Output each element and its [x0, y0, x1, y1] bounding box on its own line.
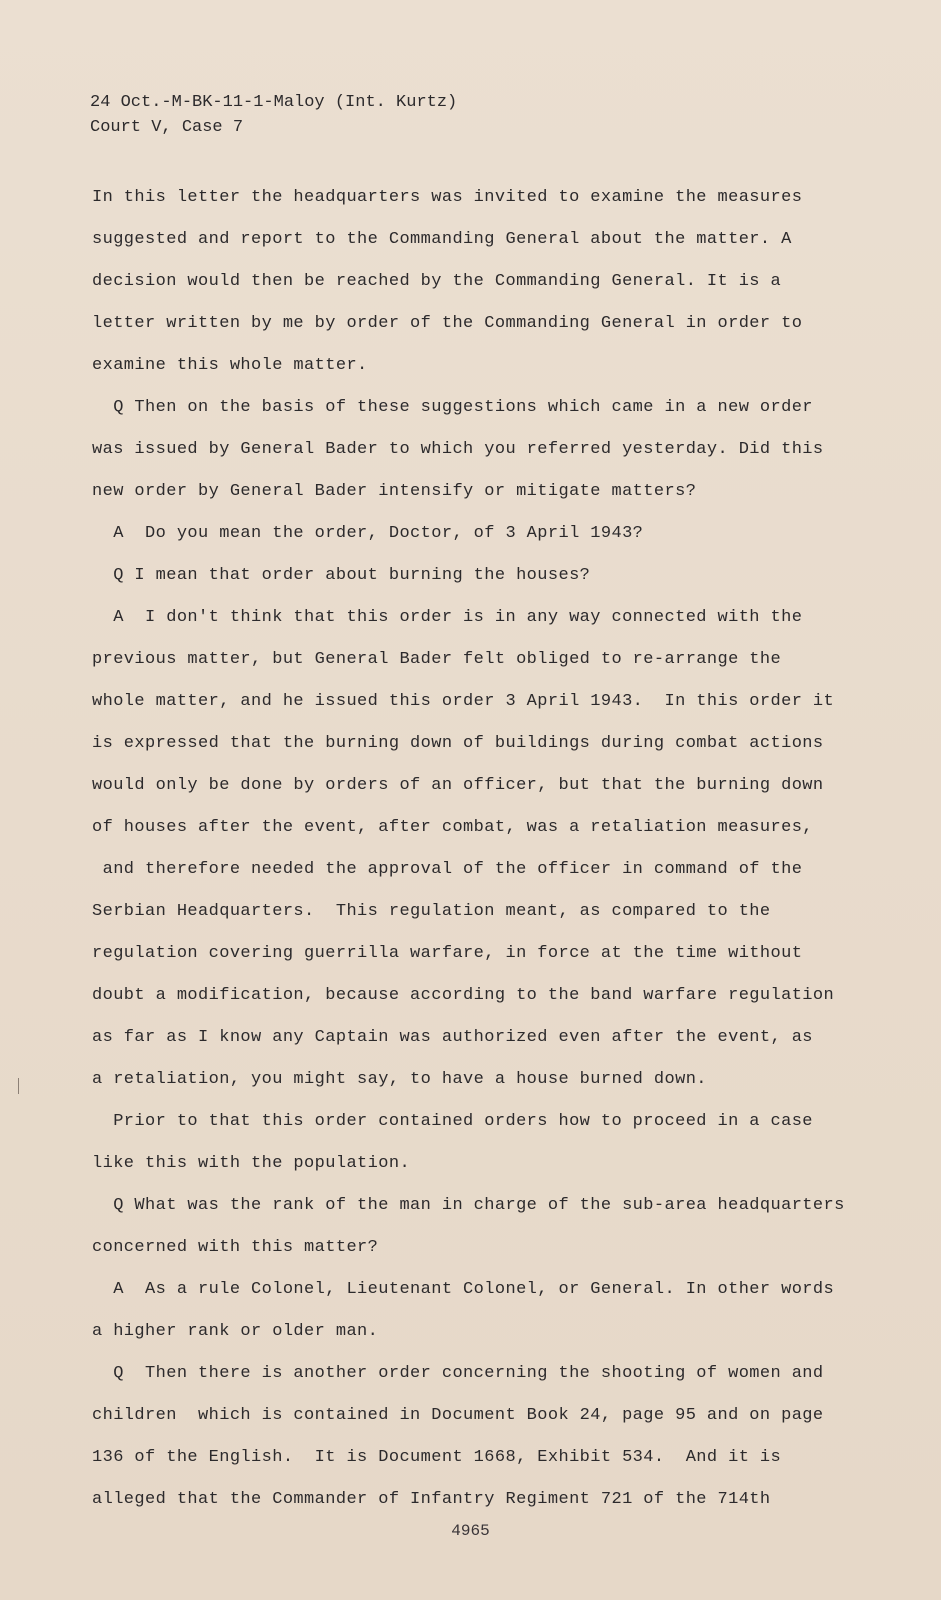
paper-edge-mark	[18, 1078, 19, 1094]
transcript-line: a retaliation, you might say, to have a house burned down.	[92, 1070, 707, 1089]
transcript-line: 136 of the English. It is Document 1668, Exhibit 534. And it is	[92, 1448, 782, 1467]
transcript-line: Q What was the rank of the man in charge of the sub-area headquarters	[92, 1196, 845, 1215]
transcript-line: alleged that the Commander of Infantry Regiment 721 of the 714th	[92, 1490, 771, 1509]
transcript-line: letter written by me by order of the Commanding General in order to	[92, 314, 803, 333]
transcript-line: like this with the population.	[92, 1154, 411, 1173]
transcript-line: new order by General Bader intensify or mitigate matters?	[92, 482, 697, 501]
transcript-line: regulation covering guerrilla warfare, in force at the time without	[92, 944, 803, 963]
transcript-line: whole matter, and he issued this order 3 April 1943. In this order it	[92, 692, 835, 711]
transcript-line: suggested and report to the Commanding General about the matter. A	[92, 230, 792, 249]
header-case-reference: 24 Oct.-M-BK-11-1-Maloy (Int. Kurtz)	[90, 93, 458, 112]
transcript-line: and therefore needed the approval of the officer in command of the	[92, 860, 803, 879]
transcript-line: Prior to that this order contained orders how to proceed in a case	[92, 1112, 813, 1131]
transcript-line: A As a rule Colonel, Lieutenant Colonel, or General. In other words	[92, 1280, 835, 1299]
transcript-line: of houses after the event, after combat, was a retaliation measures,	[92, 818, 813, 837]
transcript-line: In this letter the headquarters was invited to examine the measures	[92, 188, 803, 207]
transcript-line: a higher rank or older man.	[92, 1322, 379, 1341]
transcript-line: is expressed that the burning down of buildings during combat actions	[92, 734, 824, 753]
transcript-line: Q Then on the basis of these suggestions which came in a new order	[92, 398, 813, 417]
document-header	[90, 90, 457, 140]
transcript-line: children which is contained in Document Book 24, page 95 and on page	[92, 1406, 824, 1425]
transcript-line: doubt a modification, because according to the band warfare regulation	[92, 986, 835, 1005]
transcript-line: decision would then be reached by the Commanding General. It is a	[92, 272, 782, 291]
transcript-line: previous matter, but General Bader felt obliged to re-arrange the	[92, 650, 782, 669]
transcript-line: was issued by General Bader to which you referred yesterday. Did this	[92, 440, 824, 459]
transcript-line: as far as I know any Captain was authorized even after the event, as	[92, 1028, 813, 1047]
transcript-line: would only be done by orders of an officer, but that the burning down	[92, 776, 824, 795]
transcript-line: A I don't think that this order is in any way connected with the	[92, 608, 803, 627]
transcript-line: Q I mean that order about burning the houses?	[92, 566, 591, 585]
header-court-case: Court V, Case 7	[90, 118, 244, 137]
transcript-line: concerned with this matter?	[92, 1238, 379, 1257]
transcript-line: examine this whole matter.	[92, 356, 368, 375]
page-number: 4965	[451, 1522, 490, 1540]
transcript-line: A Do you mean the order, Doctor, of 3 April 1943?	[92, 524, 644, 543]
transcript-line: Serbian Headquarters. This regulation meant, as compared to the	[92, 902, 771, 921]
transcript-line: Q Then there is another order concerning the shooting of women and	[92, 1364, 824, 1383]
